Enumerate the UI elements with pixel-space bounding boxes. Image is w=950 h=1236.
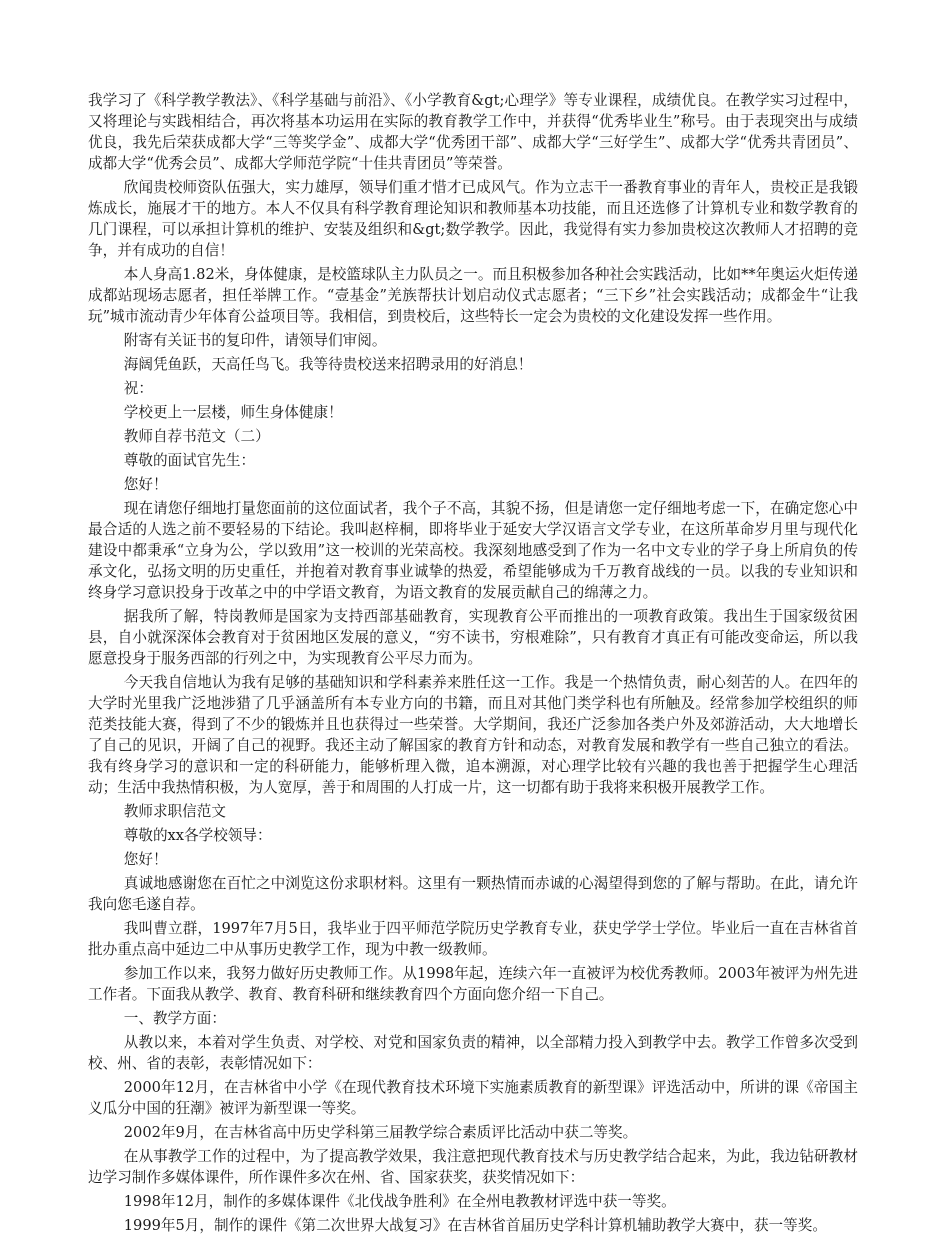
paragraph-18: 我叫曹立群，1997年7月5日，我毕业于四平师范学院历史学教育专业，获史学学士学位。毕业后一直在吉林省首批办重点高中延边二中从事历史教学工作，现为中教一级教师。	[88, 920, 858, 958]
paragraph-25: 1998年12月，制作的多媒体课件《北伐战争胜利》在全州电教教材评选中获一等奖。	[123, 1193, 676, 1210]
paragraph-1: 我学习了《科学教学教法》、《科学基础与前沿》、《小学教育&gt;心理学》等专业课程，成绩优良。在教学实习过程中，又将理论与实践相结合，再次将基本功运用在实际的教育教学工作中，并获得“优秀毕业生”称号。由于表现突出与成绩优良，我先后荣获成都大学“三等奖学金”、成都大学“优秀团干部”、成都大学“三好学生”、成都大学“优秀共青团员”、成都大学“优秀会员”、成都大学师范学院“十佳共青团员”等荣誉。	[88, 92, 858, 172]
paragraph-5: 海阔凭鱼跃，天高任鸟飞。我等待贵校送来招聘录用的好消息！	[123, 356, 533, 373]
paragraph-22: 2000年12月，在吉林省中小学《在现代教育技术环境下实施素质教育的新型课》评选活动中，所讲的课《帝国主义瓜分中国的狂潮》被评为新型课一等奖。	[88, 1079, 858, 1117]
salutation-3: 尊敬的xx各学校领导：	[123, 827, 272, 844]
paragraph-24: 在从事教学工作的过程中，为了提高教学效果，我注意把现代教育技术与历史教学结合起来，为此，我边钻研教材边学习制作多媒体课件，所作课件多次在州、省、国家获奖，获奖情况如下：	[88, 1148, 858, 1186]
section-title-3: 教师求职信范文	[123, 803, 226, 820]
paragraph-23: 2002年9月，在吉林省高中历史学科第三届教学综合素质评比活动中获二等奖。	[123, 1124, 638, 1141]
section-heading-teaching: 一、教学方面：	[123, 1010, 226, 1027]
paragraph-19: 参加工作以来，我努力做好历史教师工作。从1998年起，连续六年一直被评为校优秀教师。2003年被评为州先进工作者。下面我从教学、教育、教育科研和继续教育四个方面向您介绍一下自己。	[88, 965, 858, 1003]
greeting-3: 您好！	[123, 851, 168, 868]
paragraph-21: 从教以来，本着对学生负责、对学校、对党和国家负责的精神，以全部精力投入到教学中去。教学工作曾多次受到校、州、省的表彰，表彰情况如下：	[88, 1034, 858, 1072]
greeting-2: 您好！	[123, 476, 168, 493]
paragraph-13: 今天我自信地认为我有足够的基础知识和学科素养来胜任这一工作。我是一个热情负责，耐心刻苦的人。在四年的大学时光里我广泛地涉猎了几乎涵盖所有本专业方向的书籍，而且对其他门类学科也有所触及。经常参加学校组织的师范类技能大赛，得到了不少的锻炼并且也获得过一些荣誉。大学期间，我还广泛参加各类户外及郊游活动，大大地增长了自己的见识，开阔了自己的视野。我还主动了解国家的教育方针和动态，对教育发展和教学有一些自己独立的看法。我有终身学习的意识和一定的科研能力，能够析理入微，追本溯源，对心理学比较有兴趣的我也善于把握学生心理活动；生活中我热情积极，为人宽厚，善于和周围的人打成一片，这一切都有助于我将来积极开展教学工作。	[88, 674, 858, 796]
paragraph-3: 本人身高1.82米，身体健康，是校篮球队主力队员之一。而且积极参加各种社会实践活动，比如**年奥运火炬传递成都站现场志愿者，担任举牌工作。“壹基金”羌族帮扶计划启动仪式志愿者；“三下乡”社会实践活动；成都金牛“让我玩”城市流动青少年体育公益项目等。我相信，到贵校后，这些特长一定会为贵校的文化建设发挥一些作用。	[88, 266, 858, 325]
paragraph-4: 附寄有关证书的复印件，请领导们审阅。	[123, 332, 387, 349]
paragraph-17: 真诚地感谢您在百忙之中浏览这份求职材料。这里有一颗热情而赤诚的心渴望得到您的了解与帮助。在此，请允许我向您毛遂自荐。	[88, 875, 858, 913]
document-body	[88, 90, 858, 1236]
paragraph-11: 现在请您仔细地打量您面前的这位面试者，我个子不高，其貌不扬，但是请您一定仔细地考虑一下，在确定您心中最合适的人选之前不要轻易的下结论。我叫赵梓桐，即将毕业于延安大学汉语言文学专业，在这所革命岁月里与现代化建设中都秉承“立身为公，学以致用”这一校训的光荣高校。我深刻地感受到了作为一名中文专业的学子身上所肩负的传承文化，弘扬文明的历史重任，并抱着对教育事业诚挚的热爱，希望能够成为千万教育战线的一员。以我的专业知识和终身学习意识投身于改革之中的中学语文教育，为语文教育的发展贡献自己的绵薄之力。	[88, 500, 858, 601]
paragraph-2: 欣闻贵校师资队伍强大，实力雄厚，领导们重才惜才已成风气。作为立志干一番教育事业的青年人，贵校正是我锻炼成长，施展才干的地方。本人不仅具有科学教育理论知识和教师基本功技能，而且还选修了计算机专业和数学教育的几门课程，可以承担计算机的维护、安装及组织和&gt;数学教学。因此，我觉得有实力参加贵校这次教师人才招聘的竞争，并有成功的自信！	[88, 179, 858, 259]
paragraph-26: 1999年5月，制作的课件《第二次世界大战复习》在吉林省首届历史学科计算机辅助教学大赛中，获一等奖。	[123, 1217, 827, 1234]
paragraph-6: 祝：	[123, 380, 153, 397]
paragraph-12: 据我所了解，特岗教师是国家为支持西部基础教育，实现教育公平而推出的一项教育政策。我出生于国家级贫困县，自小就深深体会教育对于贫困地区发展的意义，“穷不读书，穷根难除”，只有教育才真正有可能改变命运，所以我愿意投身于服务西部的行列之中，为实现教育公平尽力而为。	[88, 608, 858, 667]
paragraph-7: 学校更上一层楼，师生身体健康！	[123, 404, 343, 421]
section-title-2: 教师自荐书范文（二）	[123, 428, 270, 445]
salutation-2: 尊敬的面试官先生：	[123, 452, 256, 469]
